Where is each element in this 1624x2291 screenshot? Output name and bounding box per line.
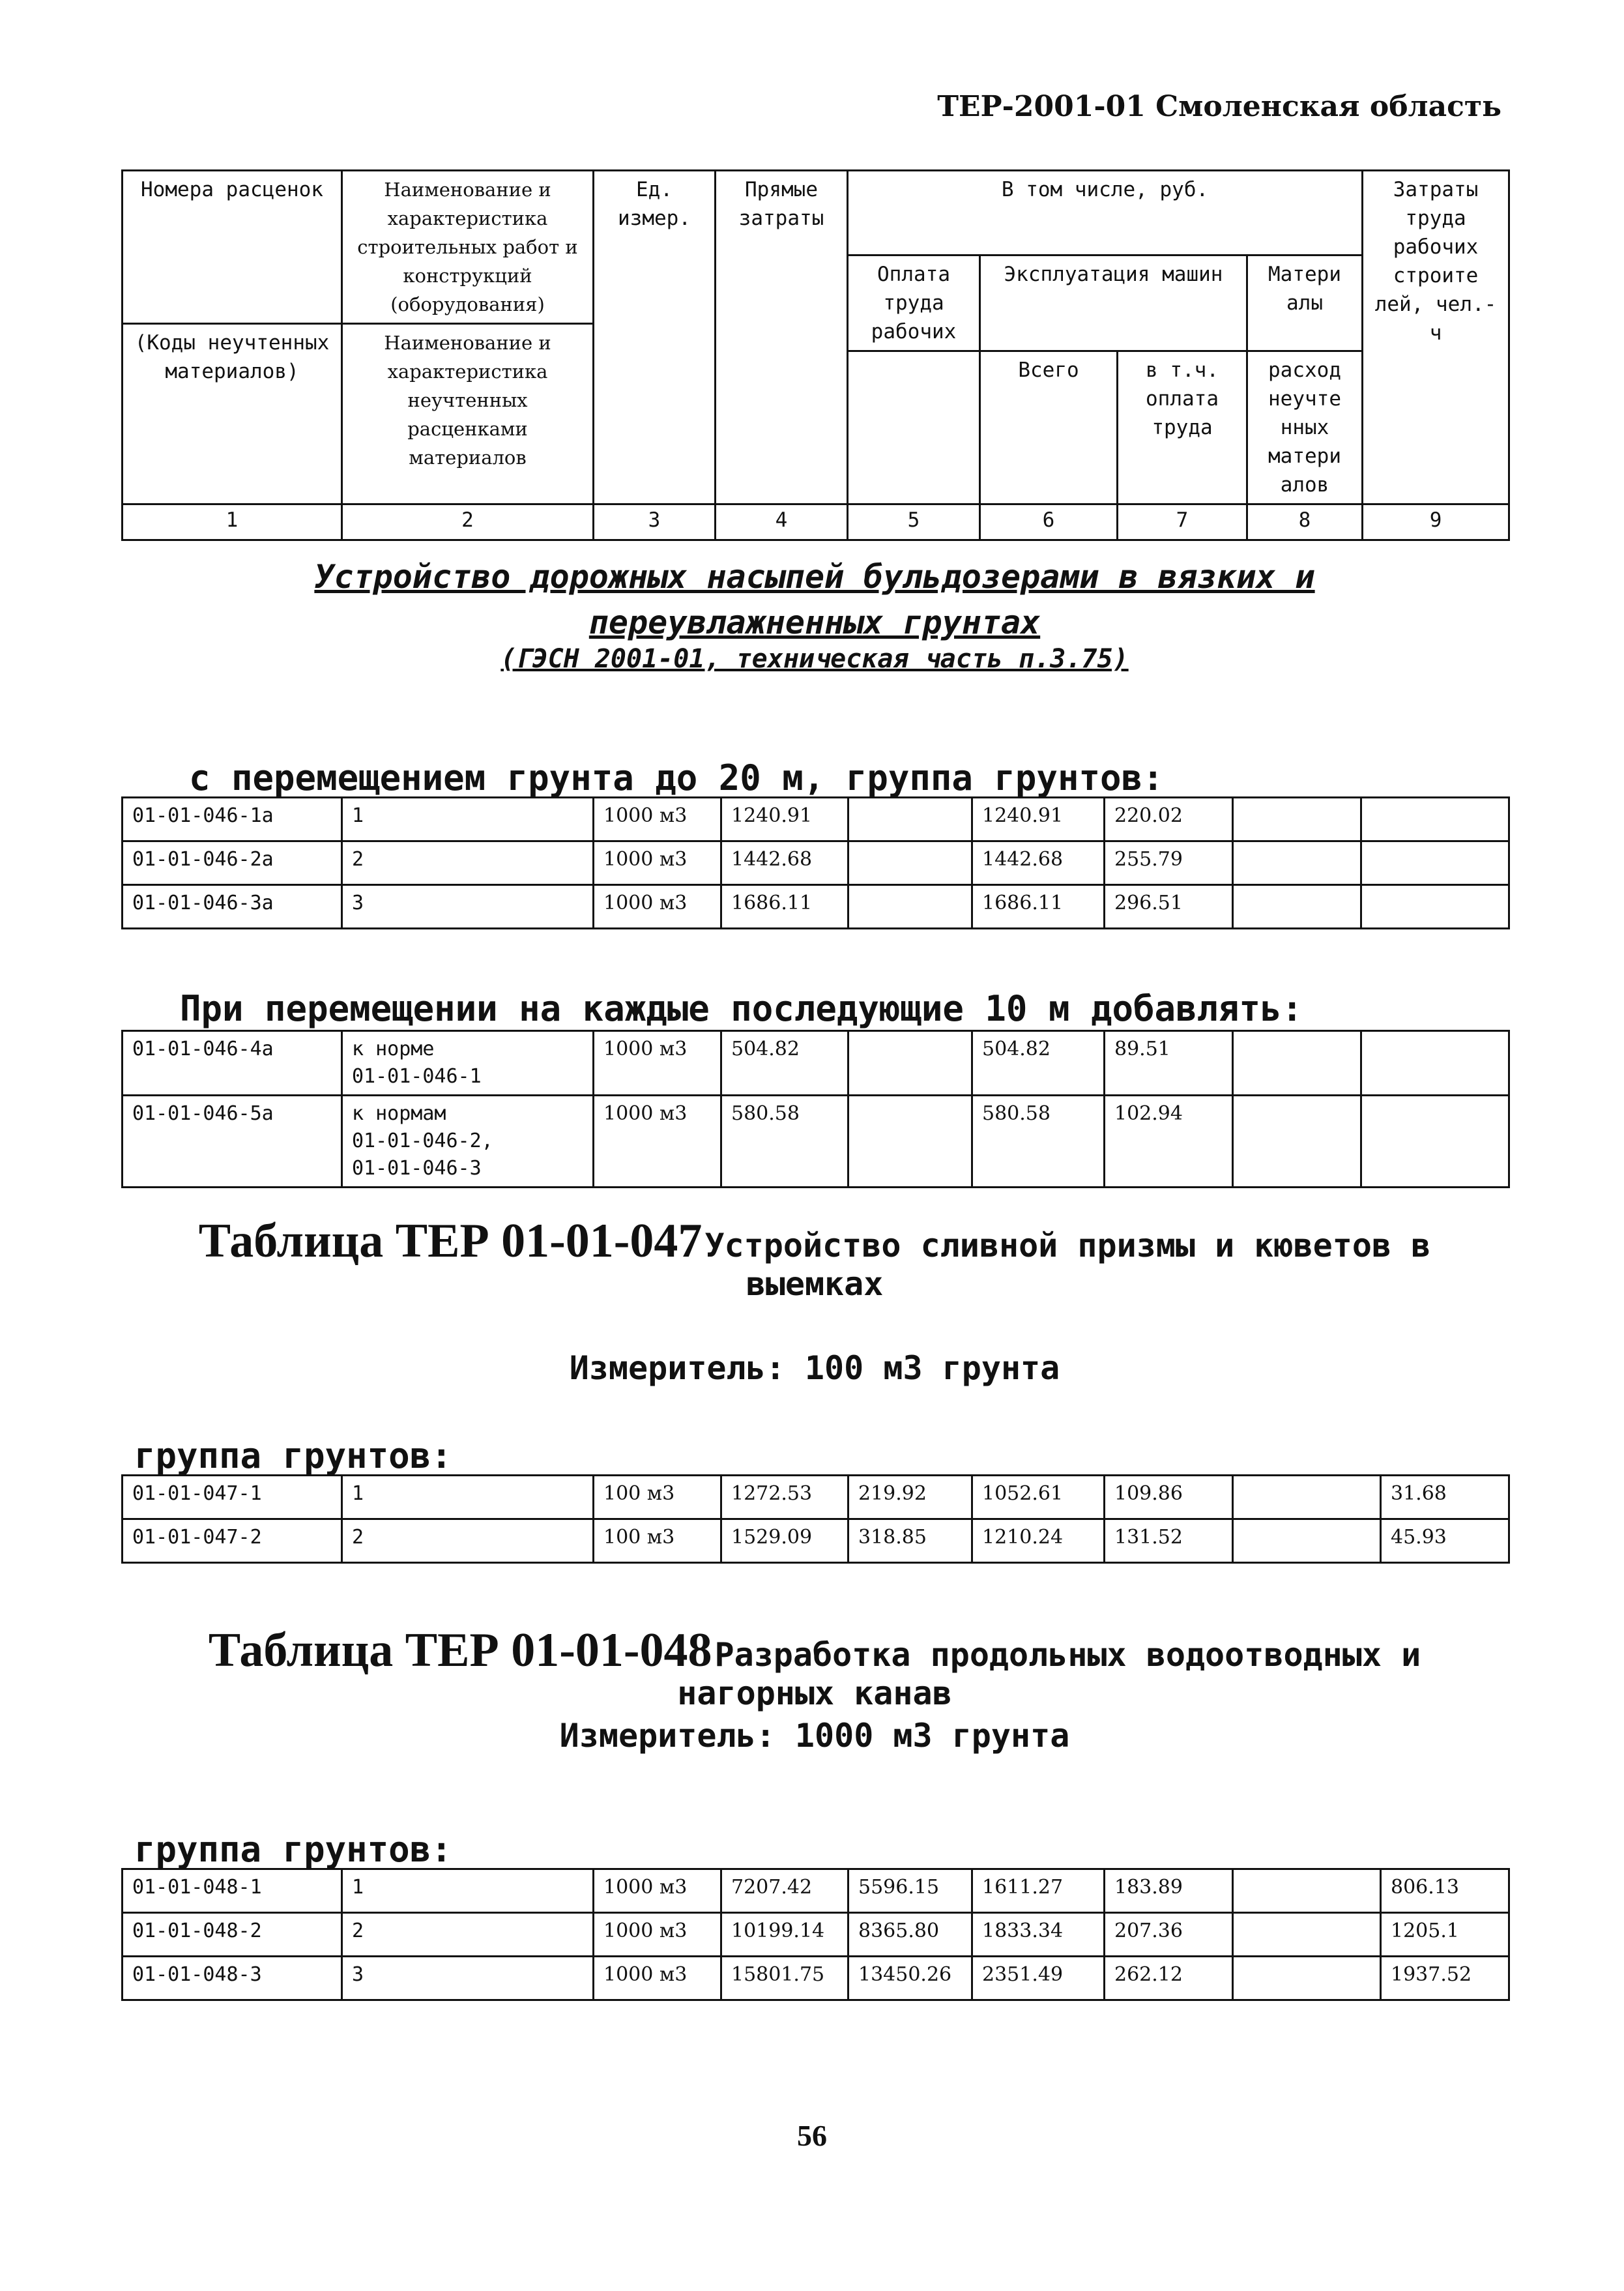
materials xyxy=(1233,841,1361,885)
direct-costs: 7207.42 xyxy=(721,1869,848,1913)
rate-code: 01-01-046-3а xyxy=(123,885,342,929)
labor-pay: 13450.26 xyxy=(848,1957,972,2000)
direct-costs: 15801.75 xyxy=(721,1957,848,2000)
labor-pay: 5596.15 xyxy=(848,1869,972,1913)
machine-labor: 296.51 xyxy=(1105,885,1233,929)
col-group-header: В том числе, руб. xyxy=(848,171,1363,255)
table-047-lead: группа грунтов: xyxy=(134,1435,452,1476)
direct-costs: 10199.14 xyxy=(721,1913,848,1957)
soil-group: 2 xyxy=(342,841,594,885)
labor-pay xyxy=(848,1031,972,1096)
labor-pay xyxy=(848,1096,972,1188)
soil-group-line: к норме xyxy=(352,1038,435,1060)
machine-labor: 262.12 xyxy=(1105,1957,1233,2000)
table-row xyxy=(123,1913,1509,1957)
rate-code: 01-01-046-2а xyxy=(123,841,342,885)
direct-costs: 504.82 xyxy=(721,1031,848,1096)
soil-group: 2 xyxy=(342,1519,594,1563)
machine-labor: 183.89 xyxy=(1105,1869,1233,1913)
rates-table-046b xyxy=(121,1030,1510,1188)
rates-table-046a xyxy=(121,796,1510,929)
col-number: 7 xyxy=(1118,504,1247,540)
soil-group-line: к нормам xyxy=(352,1102,446,1125)
section-title-line1: Устройство дорожных насыпей бульдозерами в вязких и xyxy=(314,558,1315,596)
labor-pay xyxy=(848,841,972,885)
col-number: 1 xyxy=(123,504,342,540)
table-row xyxy=(123,798,1509,841)
labor-pay: 219.92 xyxy=(848,1476,972,1519)
rate-code: 01-01-047-2 xyxy=(123,1519,342,1563)
rate-code: 01-01-046-5а xyxy=(123,1096,342,1188)
rate-code: 01-01-046-4а xyxy=(123,1031,342,1096)
table-row xyxy=(123,841,1509,885)
materials xyxy=(1233,1519,1381,1563)
section-title xyxy=(121,554,1508,645)
col-number: 5 xyxy=(848,504,980,540)
direct-costs: 1240.91 xyxy=(721,798,848,841)
col-6-header: Всего xyxy=(980,351,1118,504)
machines-total: 504.82 xyxy=(972,1031,1105,1096)
col-8-header-bottom: расход неучте нных матери алов xyxy=(1247,351,1363,504)
col-7-header: в т.ч. оплата труда xyxy=(1118,351,1247,504)
table-row xyxy=(123,1096,1509,1188)
col-exploitation-header: Эксплуатация машин xyxy=(980,255,1247,351)
machine-labor: 109.86 xyxy=(1105,1476,1233,1519)
labor-hours xyxy=(1361,885,1509,929)
machine-labor: 89.51 xyxy=(1105,1031,1233,1096)
soil-group: 1 xyxy=(342,798,594,841)
materials xyxy=(1233,885,1361,929)
rate-code: 01-01-046-1а xyxy=(123,798,342,841)
machines-total: 1833.34 xyxy=(972,1913,1105,1957)
machines-total: 1442.68 xyxy=(972,841,1105,885)
table-048-lead: группа грунтов: xyxy=(134,1829,452,1870)
table-047-meter: Измеритель: 100 м3 грунта xyxy=(569,1349,1060,1387)
document-header: ТЕР-2001-01 Смоленская область xyxy=(937,90,1501,123)
col-5-header: Оплата труда рабочих xyxy=(848,255,980,351)
labor-hours: 45.93 xyxy=(1381,1519,1509,1563)
labor-pay: 318.85 xyxy=(848,1519,972,1563)
unit: 1000 м3 xyxy=(594,798,721,841)
page-number: 56 xyxy=(797,2119,827,2152)
machines-total: 1240.91 xyxy=(972,798,1105,841)
soil-group: 1 xyxy=(342,1869,594,1913)
materials xyxy=(1233,1913,1381,1957)
machines-total: 1210.24 xyxy=(972,1519,1105,1563)
col-1-subheader: (Коды неучтенных материалов) xyxy=(123,324,342,504)
unit: 1000 м3 xyxy=(594,1957,721,2000)
machine-labor: 131.52 xyxy=(1105,1519,1233,1563)
col-2-subheader: Наименование и характеристика неучтенных расценками материалов xyxy=(342,324,594,504)
machines-total: 1686.11 xyxy=(972,885,1105,929)
table-row xyxy=(123,885,1509,929)
unit: 100 м3 xyxy=(594,1476,721,1519)
col-3-header: Ед. измер. xyxy=(594,171,716,504)
labor-pay xyxy=(848,798,972,841)
unit: 1000 м3 xyxy=(594,1869,721,1913)
table-row xyxy=(123,1519,1509,1563)
labor-hours xyxy=(1361,1096,1509,1188)
col-number: 9 xyxy=(1363,504,1509,540)
col-4-header: Прямые затраты xyxy=(716,171,848,504)
labor-pay xyxy=(848,885,972,929)
soil-group: 3 xyxy=(342,1957,594,2000)
soil-group: 3 xyxy=(342,885,594,929)
direct-costs: 1529.09 xyxy=(721,1519,848,1563)
machine-labor: 207.36 xyxy=(1105,1913,1233,1957)
rate-code: 01-01-048-2 xyxy=(123,1913,342,1957)
machines-total: 580.58 xyxy=(972,1096,1105,1188)
rates-table-047 xyxy=(121,1474,1510,1564)
table-048-label: Таблица ТЕР 01-01-048 xyxy=(208,1624,712,1677)
rate-code: 01-01-048-3 xyxy=(123,1957,342,2000)
machines-total: 1611.27 xyxy=(972,1869,1105,1913)
col-number: 6 xyxy=(980,504,1118,540)
table-048-description: Разработка продольных водоотводных и xyxy=(714,1636,1421,1674)
section-title-line2: переувлажненных грунтах xyxy=(588,604,1041,641)
direct-costs: 580.58 xyxy=(721,1096,848,1188)
direct-costs: 1272.53 xyxy=(721,1476,848,1519)
soil-group-line: 01-01-046-3 xyxy=(352,1157,482,1180)
unit: 1000 м3 xyxy=(594,841,721,885)
labor-hours xyxy=(1361,798,1509,841)
soil-group: 2 xyxy=(342,1913,594,1957)
machine-labor: 255.79 xyxy=(1105,841,1233,885)
unit: 1000 м3 xyxy=(594,1096,721,1188)
table-048-heading xyxy=(121,1623,1508,1712)
materials xyxy=(1233,798,1361,841)
col-number: 3 xyxy=(594,504,716,540)
unit: 1000 м3 xyxy=(594,1913,721,1957)
lead-text-1: с перемещением грунта до 20 м, группа грунтов: xyxy=(189,757,1164,798)
col-8-header-top: Матери алы xyxy=(1247,255,1363,351)
direct-costs: 1442.68 xyxy=(721,841,848,885)
rate-code: 01-01-048-1 xyxy=(123,1869,342,1913)
col-2-header: Наименование и характеристика строительных работ и конструкций (оборудования) xyxy=(342,171,594,324)
unit: 1000 м3 xyxy=(594,885,721,929)
col-5-blank xyxy=(848,351,980,504)
materials xyxy=(1233,1031,1361,1096)
soil-group xyxy=(342,1096,594,1188)
materials xyxy=(1233,1869,1381,1913)
unit: 100 м3 xyxy=(594,1519,721,1563)
labor-hours: 806.13 xyxy=(1381,1869,1509,1913)
soil-group-line: 01-01-046-2, xyxy=(352,1130,493,1152)
labor-hours: 31.68 xyxy=(1381,1476,1509,1519)
col-number: 4 xyxy=(716,504,848,540)
materials xyxy=(1233,1957,1381,2000)
machine-labor: 220.02 xyxy=(1105,798,1233,841)
column-header-table xyxy=(121,169,1510,541)
col-number: 8 xyxy=(1247,504,1363,540)
table-row xyxy=(123,1869,1509,1913)
col-9-header: Затраты труда рабочих строите лей, чел.-ч xyxy=(1363,171,1509,504)
rate-code: 01-01-047-1 xyxy=(123,1476,342,1519)
section-reference: (ГЭСН 2001-01, техническая часть п.3.75) xyxy=(500,644,1129,674)
machines-total: 2351.49 xyxy=(972,1957,1105,2000)
machine-labor: 102.94 xyxy=(1105,1096,1233,1188)
lead-text-2: При перемещении на каждые последующие 10 м добавлять: xyxy=(180,988,1303,1029)
table-047-heading xyxy=(121,1214,1508,1303)
unit: 1000 м3 xyxy=(594,1031,721,1096)
direct-costs: 1686.11 xyxy=(721,885,848,929)
labor-hours xyxy=(1361,1031,1509,1096)
soil-group-line: 01-01-046-1 xyxy=(352,1065,482,1088)
table-047-description-cont: выемках xyxy=(746,1265,884,1303)
table-048-meter: Измеритель: 1000 м3 грунта xyxy=(559,1717,1070,1755)
table-047-label: Таблица ТЕР 01-01-047 xyxy=(198,1214,703,1268)
materials xyxy=(1233,1096,1361,1188)
table-row xyxy=(123,1031,1509,1096)
labor-hours: 1205.1 xyxy=(1381,1913,1509,1957)
table-row xyxy=(123,1957,1509,2000)
col-number: 2 xyxy=(342,504,594,540)
materials xyxy=(1233,1476,1381,1519)
table-row xyxy=(123,1476,1509,1519)
table-047-description: Устройство сливной призмы и кюветов в xyxy=(704,1227,1431,1264)
soil-group xyxy=(342,1031,594,1096)
col-1-header: Номера расценок xyxy=(123,171,342,324)
rates-table-048 xyxy=(121,1868,1510,2001)
labor-pay: 8365.80 xyxy=(848,1913,972,1957)
table-048-description-cont: нагорных канав xyxy=(677,1674,952,1712)
labor-hours: 1937.52 xyxy=(1381,1957,1509,2000)
labor-hours xyxy=(1361,841,1509,885)
soil-group: 1 xyxy=(342,1476,594,1519)
machines-total: 1052.61 xyxy=(972,1476,1105,1519)
